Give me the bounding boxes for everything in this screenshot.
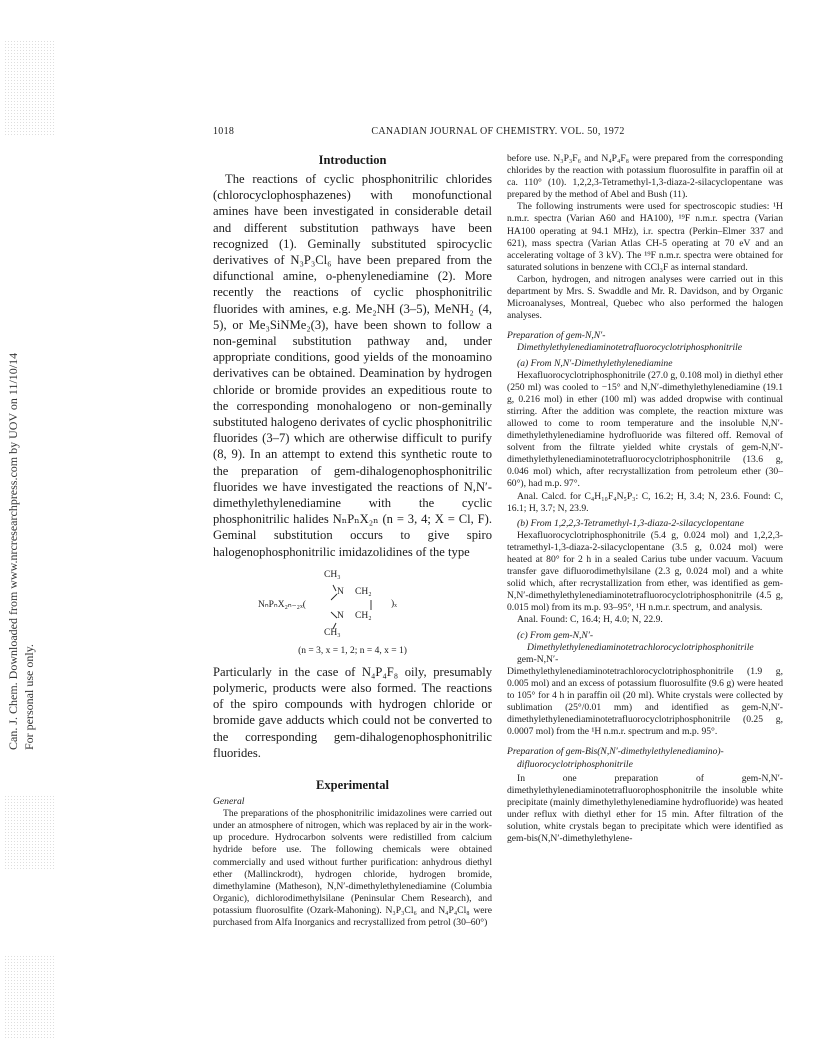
- right-column: [507, 153, 783, 845]
- watermark-line-source: Can. J. Chem. Downloaded from www.nrcresearchpress.com by UOV on 11/10/14: [6, 352, 20, 750]
- right-paragraph-1: before use. N₃P₃F₆ and N₄P₄F₈ were prepared from the corresponding chlorides by the reaction with potassium fluorosulfite in paraffin oil at ca. 110° (10). 1,2,2,3-Tetramethyl-1,3-diaza-2-silacyclopentane was prepared by the method of Abel and Bush (11).: [507, 153, 783, 201]
- prep1-method-b: (b) From 1,2,2,3-Tetramethyl-1,3-diaza-2-silacyclopentane: [517, 517, 744, 529]
- page-number: 1018: [213, 126, 235, 137]
- watermark-line-usage: For personal use only.: [22, 644, 36, 750]
- running-header: [213, 126, 783, 140]
- prep1-method-a: (a) From N,N′-Dimethylethylenediamine: [517, 357, 673, 369]
- prep2-text: In one preparation of gem-N,N′-dimethylethylenediaminotetrafluorophosphonitrile the insoluble white precipitate (mainly dimethylethylenediamine hydrofluoride) was heated under reflux with diethyl ether for 15 min. After filtration of the solution, white crystals began to precipitate which were identified as gem-bis(N,N′-dimethylethylene-: [507, 772, 783, 845]
- scan-noise-top: [4, 40, 54, 135]
- scan-noise-bottom: [4, 955, 54, 1040]
- journal-title: CANADIAN JOURNAL OF CHEMISTRY. VOL. 50, 1972: [371, 126, 625, 137]
- methyl-bottom: CH₃: [324, 627, 341, 638]
- general-subheading: General: [213, 796, 245, 808]
- nitrogen-top: N: [337, 586, 344, 597]
- ring-close: )ₓ: [391, 598, 397, 609]
- prep1-method-b-analysis: Anal. Found: C, 16.4; H, 4.0; N, 22.9.: [517, 614, 663, 626]
- prep2-title: Preparation of gem-Bis(N,N′-dimethylethylenediamino)-difluorocyclotriphosphonitrile: [507, 746, 724, 770]
- prep1-title: Preparation of gem-N,N′-Dimethylethylenediaminotetrafluorocyclotriphosphonitrile: [507, 330, 743, 354]
- scan-noise-middle: [4, 795, 54, 870]
- experimental-paragraph-1: The preparations of the phosphonitrilic imidazolines were carried out under an atmosphere of nitrogen, which was replaced by air in the work-up procedure. Hydrocarbon solvents were redistilled from calcium hydride before use. The following chemicals were obtained commercially and used without further purification: anhydrous diethyl ether (Mallinckrodt), hydrogen chloride, hydrogen bromide, dimethylamine (Matheson), N,N′-dimethylethylenediamine (Columbia Organic), dichlorodimethylsilane (Peninsular Chem Research), and potassium fluorosulfite (Ozark-Mahoning). N₃P₃Cl₆ and N₄P₄Cl₈ were purchased from Alfa Inorganics and recrystallized from petrol (30–60°): [213, 808, 492, 929]
- experimental-heading: Experimental: [316, 778, 389, 793]
- nitrogen-bottom: N: [337, 610, 344, 621]
- methyl-top: CH₃: [324, 569, 341, 580]
- ring-formula: NₙPₙX₂ₙ₋₂ₓ(: [258, 599, 306, 610]
- intro-paragraph-2: Particularly in the case of N₄P₄F₈ oily, presumably polymeric, products were also formed. The reactions of the spiro compounds with hydrogen chloride or bromide gave adducts which could not be converted to the corresponding gem-dihalogenophosphonitrilic fluorides.: [213, 664, 492, 760]
- analyses-paragraph: Carbon, hydrogen, and nitrogen analyses were carried out in this department by Mrs. S. Swaddle and Mr. R. Davidson, and by Organic Microanalyses, Montreal, Quebec who also performed the halogen analyses.: [507, 273, 783, 322]
- prep1-method-b-text: Hexafluorocyclotriphosphonitrile (5.4 g, 0.024 mol) and 1,2,2,3-tetramethyl-1,3-diaza-2-silacyclopentane (3.5 g, 0.024 mol) were heated at 80° for 2 h in a sealed Carius tube under vacuum. Vacuum transfer gave difluorodimethylsilane (2.3 g, 0.024 mol) and a white solid which, after recrystallization from ether, was identified as gem-N,N′-dimethylethylenediaminotetrafluorocyclotriphosphonitrile (4.5 g, 0.015 mol) from its m.p. 93–95°, ¹H n.m.r. spectrum, and analysis.: [507, 529, 783, 614]
- methylene-bottom: CH₂: [355, 610, 372, 621]
- structure-bonds: [213, 562, 492, 646]
- methylene-top: CH₂: [355, 586, 372, 597]
- structure-condition: (n = 3, x = 1, 2; n = 4, x = 1): [298, 645, 407, 656]
- left-column: [213, 153, 492, 929]
- instruments-paragraph: The following instruments were used for spectroscopic studies: ¹H n.m.r. spectra (Varian A60 and HA100), ¹⁹F n.m.r. spectra (Varian HA100 operating at 94.1 MHz), i.r. spectra (Perkin–Elmer 337 and 621), mass spectra (Varian Atlas CH-5 operating at 70 eV and an accelerating voltage of 3 kV). The ¹⁹F n.m.r. spectra were obtained for saturated solutions in benzene with CCl₃F as internal standard.: [507, 201, 783, 273]
- spiro-structure-diagram: [213, 562, 492, 662]
- prep1-method-a-analysis: Anal. Calcd. for C₄H₁₀F₄N₅P₃: C, 16.2; H, 3.4; N, 23.6. Found: C, 16.1; H, 3.7; N, 23.9.: [507, 490, 783, 514]
- download-watermark: [4, 190, 48, 770]
- prep1-method-a-text: Hexafluorocyclotriphosphonitrile (27.0 g, 0.108 mol) in diethyl ether (250 ml) was cooled to −15° and N,N′-dimethylethylenediamine (19.1 g, 0.216 mol) in ether (100 ml) was added dropwise with continual stirring. After the addition was complete, the reaction mixture was allowed to come to room temperature and the insoluble N,N′-dimethylethylenediamine hydrofluoride was filtered off. Removal of solvent from the filtrate yielded white crystals of gem-N,N′-dimethylethylenediaminotetrafluorocyclotriphosphonitrile (13.6 g, 0.046 mol) which, after recrystallization from petroleum ether (30–60°), had m.p. 97°.: [507, 369, 783, 490]
- intro-paragraph-1: The reactions of cyclic phosphonitrilic chlorides (chlorocyclophosphazenes) with monofunctional amines have been investigated in considerable detail and different substitution pathways have been recognized (1). Geminally substituted spirocyclic derivatives of N₃P₃Cl₆ have been prepared from the difunctional amine, o-phenylenediamine (2). More recently the reactions of cyclic phosphonitrilic fluorides with amines, e.g. Me₂NH (3–5), MeNH₂ (4, 5), or Me₃SiNMe₂(3), have been shown to follow a non-geminal substitution pathway and, under appropriate conditions, good yields of the monoamino derivatives can be obtained. Deamination by hydrogen chloride or bromide provides an expeditious route to the corresponding monohalogeno or non-geminally substituted halogeno derivates of cyclic phosphonitrilic fluorides (3–7) which are otherwise difficult to purify (8, 9). In an attempt to extend this synthetic route to the preparation of gem-dihalogenophosphonitrilic fluorides we have investigated the reactions of N,N′-dimethylethylenediamine with the cyclic phosphonitrilic halides NₙPₙX₂ₙ (n = 3, 4; X = Cl, F). Geminal substitution occurs to give spiro halogenophosphonitrilic imidazolidines of the type: [213, 172, 492, 559]
- prep1-method-c: (c) From gem-N,N′-Dimethylethylenediaminotetrachlorocyclotriphosphonitrile: [517, 629, 754, 653]
- prep1-method-c-text: gem-N,N′-Dimethylethylenediaminotetrachlorocyclotriphosphonitrile (1.9 g, 0.005 mol) and an excess of potassium fluorosulfite (9.6 g) were heated to 105° for 4 h in paraffin oil (20 ml). White crystals were collected by sublimation (25°/0.01 mm) and identified as gem-N,N′-dimethylethylenediaminotetrafluorocyclotriphosphonitrile (0.25 g, 0.0007 mol) from the ¹H n.m.r. spectrum and m.p. 95°.: [507, 653, 783, 738]
- introduction-heading: Introduction: [318, 153, 387, 167]
